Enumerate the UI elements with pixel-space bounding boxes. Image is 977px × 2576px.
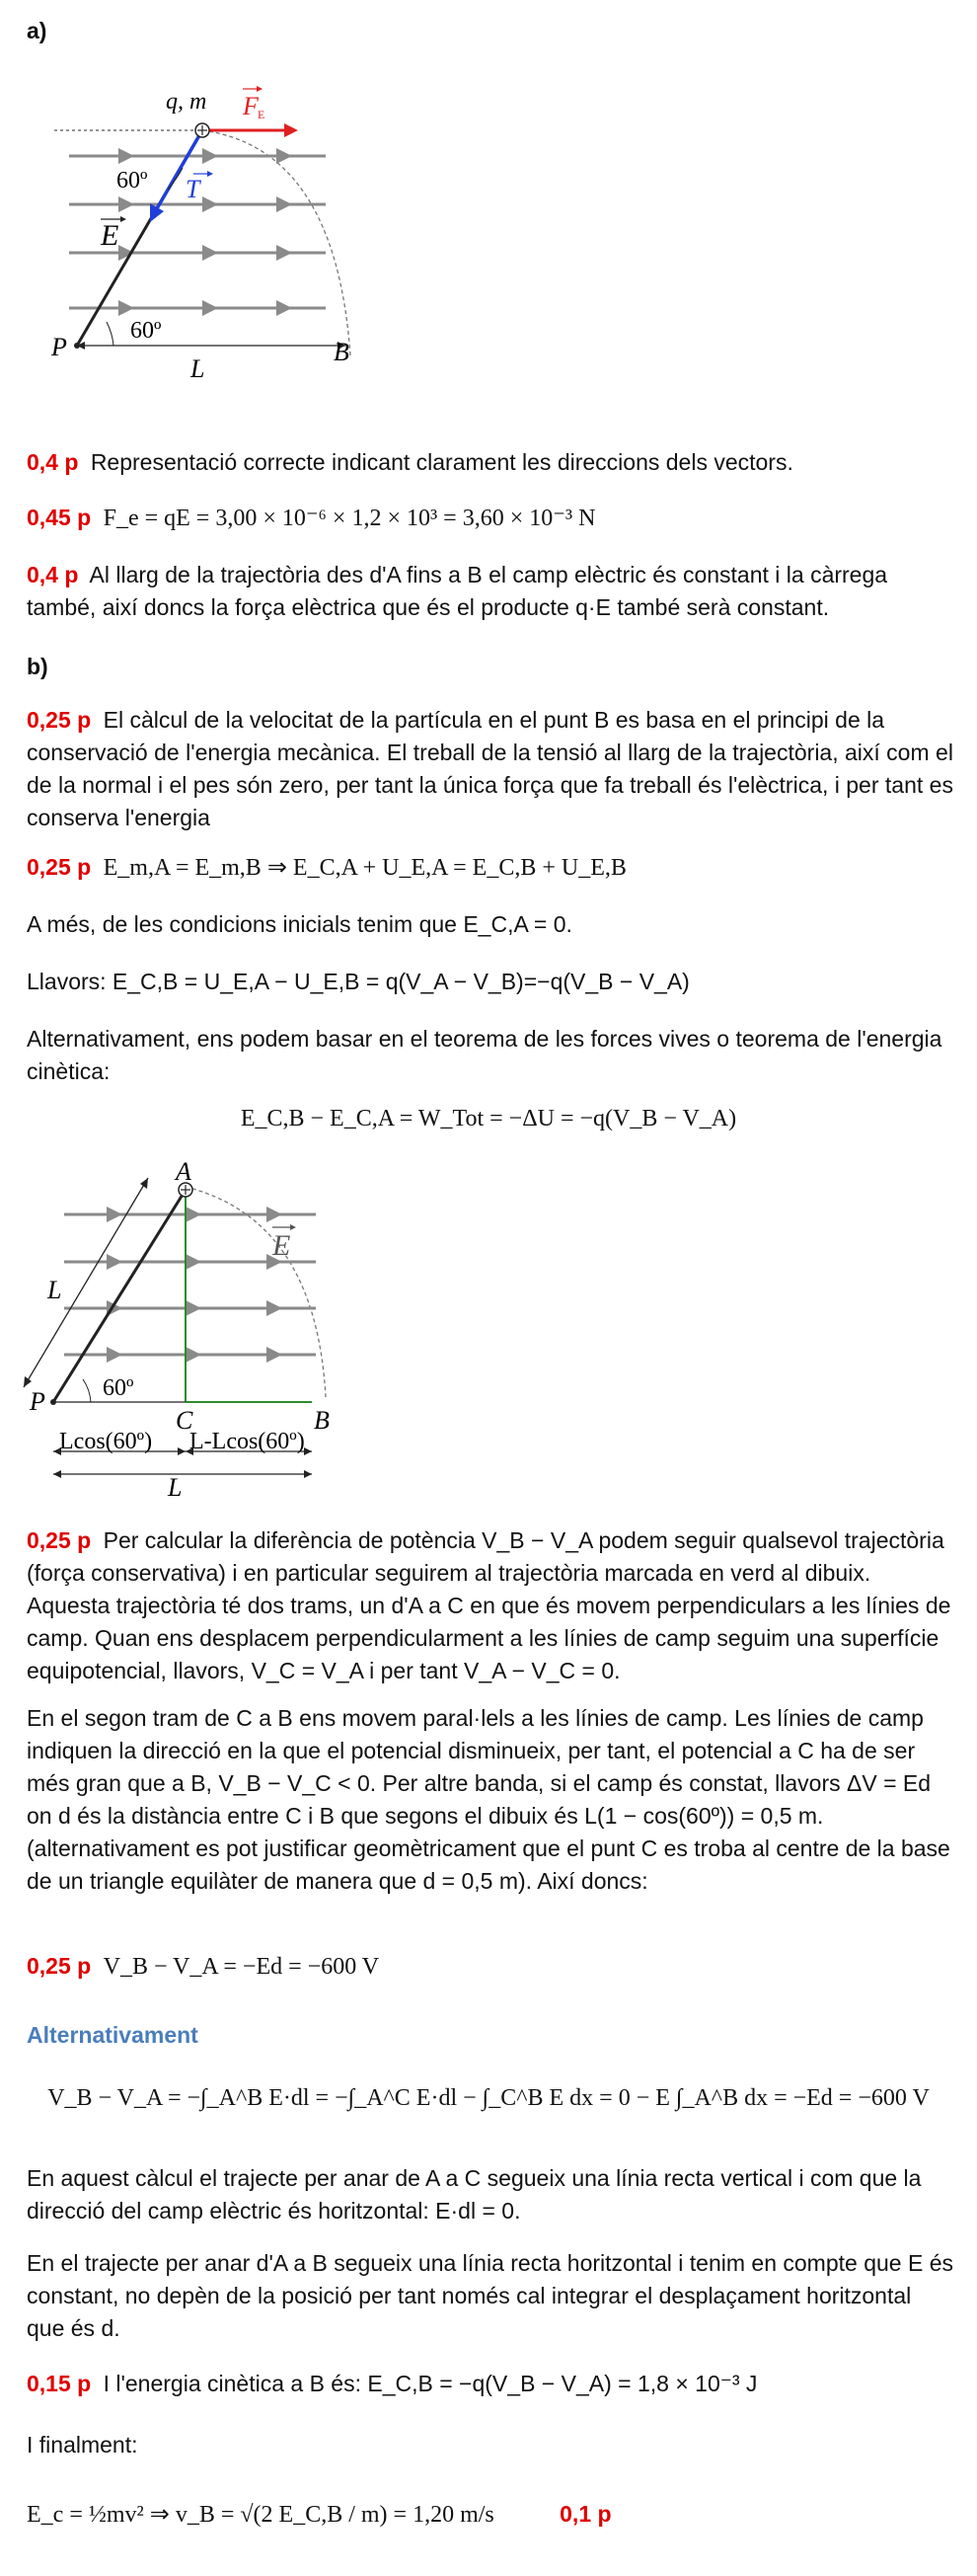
velocity-formula: E_c = ½mv² ⇒ v_B = √(2 E_C,B / m) = 1,20 m/s — [27, 2502, 494, 2528]
points-badge: 0,4 p — [27, 449, 79, 475]
part-b-paragraph-5: Alternativament, ens podem basar en el teorema de les forces vives o teorema de l'energia cinètica: — [27, 1026, 942, 1084]
part-b-paragraph-10: En aquest càlcul el trajecte per anar de A a C segueix una línia recta vertical i com que la direcció del camp elèctric és horitzontal: E·dl = 0. — [27, 2165, 922, 2224]
part-b-paragraph-7 — [27, 1524, 954, 1687]
label-tension: T — [186, 175, 200, 203]
paragraph-text: El càlcul de la velocitat de la partícula en el punt B es basa en el principi de la conservació de l'energia mecànica. El treball de la tensió al llarg de la trajectòria, així com el de la normal i el pes són zero, per tant la única força que fa treball és l'elèctrica, i per tant es conserva l'energia — [27, 707, 953, 830]
part-a-paragraph-2 — [27, 502, 954, 535]
part-b-paragraph-12 — [27, 2368, 954, 2400]
label-p: P — [30, 1387, 45, 1416]
paragraph-text: Representació correcte indicant clarament les direccions dels vectors. — [90, 449, 793, 475]
label-angle-bottom: 60º — [130, 318, 162, 344]
points-badge: 0,25 p — [27, 854, 92, 880]
potential-formula: V_B − V_A = −Ed = −600 V — [103, 1954, 380, 1980]
label-b: B — [334, 338, 349, 366]
label-fe: F — [243, 92, 259, 120]
points-badge: 0,15 p — [27, 2371, 92, 2396]
label-lcos: Lcos(60º) — [59, 1429, 153, 1454]
label-angle-top: 60º — [116, 168, 148, 194]
part-b-paragraph-1 — [27, 704, 954, 834]
part-b-paragraph-2 — [27, 851, 954, 885]
label-a: A — [176, 1160, 191, 1186]
part-a-heading: a) — [27, 18, 47, 43]
points-badge: 0,1 p — [560, 2501, 612, 2527]
label-c: C — [176, 1406, 193, 1435]
energy-conservation-formula: E_m,A = E_m,B ⇒ E_C,A + U_E,A = E_C,B + U_E,B — [103, 855, 627, 881]
paragraph-text: Al llarg de la trajectòria des d'A fins a B el camp elèctric és constant i la càrrega també, així doncs la força elèctrica que és el producte q·E també serà constant. — [27, 562, 888, 620]
part-a-paragraph-1 — [27, 446, 954, 479]
label-b: B — [314, 1406, 330, 1435]
points-badge: 0,45 p — [27, 505, 92, 530]
points-badge: 0,4 p — [27, 562, 79, 587]
paragraph-text: I l'energia cinètica a B és: E_C,B = −q(V_B − V_A) = 1,8 × 10⁻³ J — [103, 2371, 758, 2396]
points-badge: 0,25 p — [27, 707, 92, 733]
figure-b-diagram — [20, 1160, 345, 1501]
part-b-paragraph-3: A més, de les condicions inicials tenim que E_C,A = 0. — [27, 911, 572, 937]
label-p: P — [51, 333, 67, 361]
points-badge: 0,25 p — [27, 1953, 92, 1979]
paragraph-text: Per calcular la diferència de potència V_B − V_A podem seguir qualsevol trajectòria (força conservativa) i en particular seguirem al trajectòria marcada en verd al dibuix. Aquesta trajectòria té dos trams, un d'A a C en que és movem perpendiculars a les línies de camp. Quan ens desplacem perpendicularment a les línies de camp seguim una superfície equipotencial, llavors, V_C = V_A i per tant V_A − V_C = 0. — [27, 1527, 951, 1683]
work-energy-formula: E_C,B − E_C,A = W_Tot = −ΔU = −q(V_B − V_A) — [240, 1106, 737, 1132]
label-fe-sub: E — [258, 108, 265, 121]
part-b-paragraph-13: I finalment: — [27, 2432, 138, 2458]
part-b-paragraph-14 — [27, 2498, 954, 2532]
label-l-bottom: L — [168, 1473, 183, 1501]
integral-formula: V_B − V_A = −∫_A^B E·dl = −∫_A^C E·dl − ∫_C^B E dx = 0 − E ∫_A^B dx = −Ed = −600 V — [47, 2085, 930, 2111]
part-b-paragraph-4: Llavors: E_C,B = U_E,A − U_E,B = q(V_A − V_B)=−q(V_B − V_A) — [27, 969, 690, 994]
label-qm: q, m — [166, 89, 207, 115]
label-l-minus-lcos: L-Lcos(60º) — [189, 1429, 305, 1454]
label-l: L — [190, 354, 205, 383]
label-angle: 60º — [103, 1375, 134, 1401]
force-formula: F_e = qE = 3,00 × 10⁻⁶ × 1,2 × 10³ = 3,60 × 10⁻³ N — [103, 506, 596, 531]
alternative-heading: Alternativament — [27, 2022, 198, 2048]
part-b-paragraph-11: En el trajecte per anar d'A a B segueix una línia recta horitzontal i tenim en compte que E és constant, no depèn de la posició per tant només cal integrar el desplaçament horitzontal que és d. — [27, 2250, 953, 2341]
figure-a-diagram — [39, 79, 375, 395]
points-badge: 0,25 p — [27, 1527, 92, 1553]
part-a-paragraph-3 — [27, 559, 954, 624]
part-b-heading: b) — [27, 654, 48, 679]
part-b-paragraph-8: En el segon tram de C a B ens movem paral·lels a les línies de camp. Les línies de camp indiquen la direcció en la que el potencial disminueix, per tant, el potencial a C ha de ser més gran que a B, V_B − V_C < 0. Per altre banda, si el camp és constat, llavors ΔV = Ed on d és la distància entre C i B que segons el dibuix és L(1 − cos(60º)) = 0,5 m. (alternativament es pot justificar geomètricament que el punt C es troba al centre de la base de un triangle equilàter de manera que d = 0,5 m). Així doncs: — [27, 1705, 950, 1894]
part-b-paragraph-9 — [27, 1950, 954, 1984]
label-e-field: E — [101, 219, 119, 252]
label-e-field: E — [272, 1229, 291, 1262]
label-l-side: L — [47, 1276, 62, 1304]
